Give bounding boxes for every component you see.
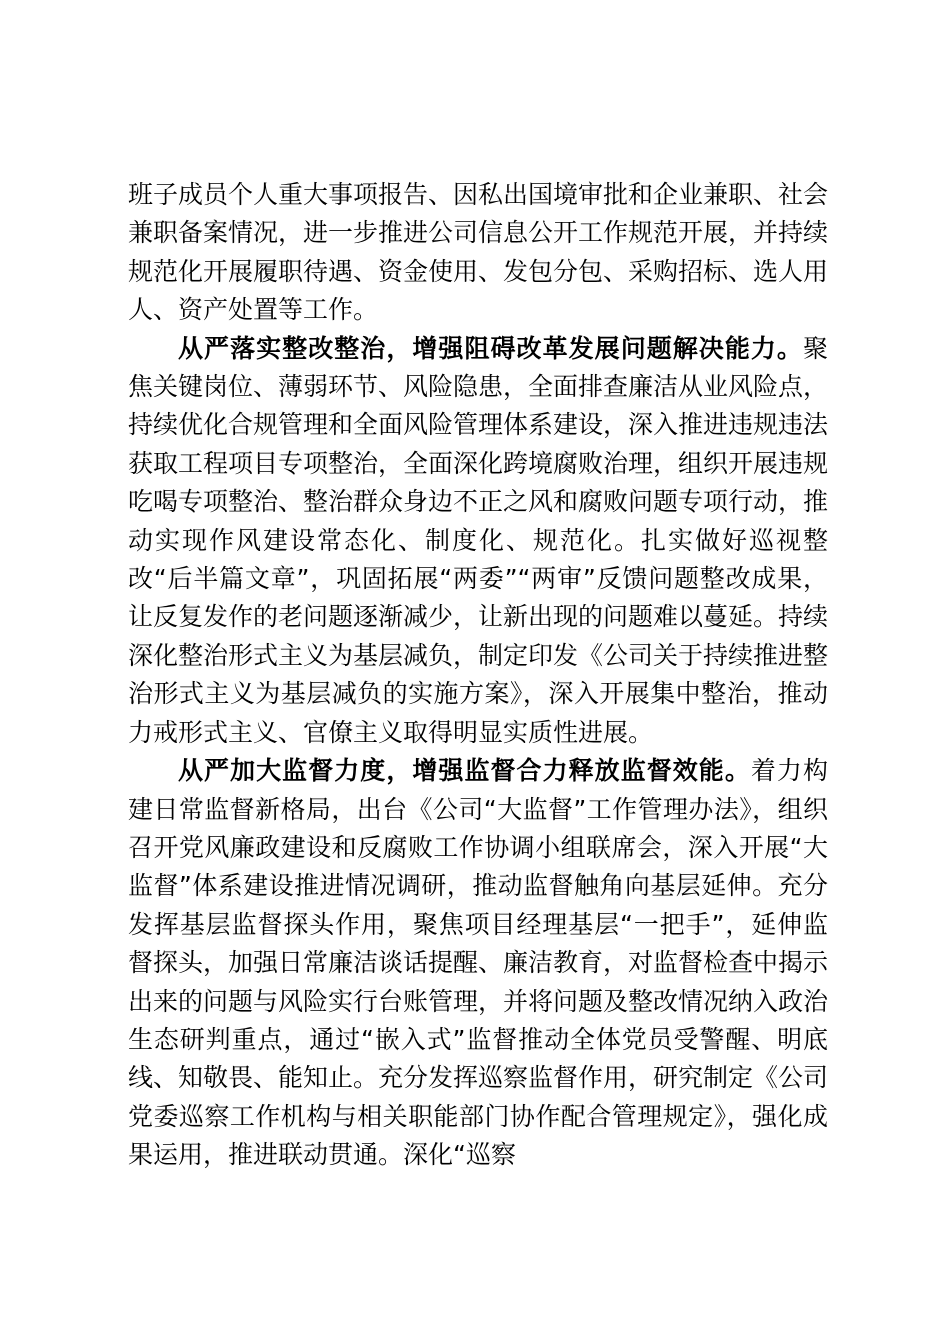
paragraph-1 [128, 176, 828, 330]
paragraph-3-text: 着力构建日常监督新格局，出台《公司“大监督”工作管理办法》，组织召开党风廉政建设和反腐败工作协调小组联席会，深入开展“大监督”体系建设推进情况调研，推动监督触角向基层延伸。充分发挥基层监督探头作用，聚焦项目经理基层“一把手”，延伸监督探头，加强日常廉洁谈话提醒、廉洁教育，对监督检查中揭示出来的问题与风险实行台账管理，并将问题及整改情况纳入政治生态研判重点，通过“嵌入式”监督推动全体党员受警醒、明底线、知敬畏、能知止。充分发挥巡察监督作用，研究制定《公司党委巡察工作机构与相关职能部门协作配合管理规定》，强化成果运用，推进联动贯通。深化“巡察 [128, 756, 829, 1170]
paragraph-2 [128, 330, 828, 752]
paragraph-1-text: 班子成员个人重大事项报告、因私出国境审批和企业兼职、社会兼职备案情况，进一步推进公司信息公开工作规范开展，并持续规范化开展履职待遇、资金使用、发包分包、采购招标、选人用人、资产处置等工作。 [128, 180, 829, 325]
paragraph-3 [128, 752, 828, 1174]
paragraph-2-heading: 从严落实整改整治，增强阻碍改革发展问题解决能力。 [178, 333, 803, 363]
paragraph-3-heading: 从严加大监督力度，增强监督合力释放监督效能。 [178, 756, 751, 786]
paragraph-2-text: 聚焦关键岗位、薄弱环节、风险隐患，全面排查廉洁从业风险点，持续优化合规管理和全面风险管理体系建设，深入推进违规违法获取工程项目专项整治，全面深化跨境腐败治理，组织开展违规吃喝专项整治、整治群众身边不正之风和腐败问题专项行动，推动实现作风建设常态化、制度化、规范化。扎实做好巡视整改“后半篇文章”，巩固拓展“两委”“两审”反馈问题整改成果，让反复发作的老问题逐渐减少，让新出现的问题难以蔓延。持续深化整治形式主义为基层减负，制定印发《公司关于持续推进整治形式主义为基层减负的实施方案》，深入开展集中整治，推动力戒形式主义、官僚主义取得明显实质性进展。 [128, 333, 829, 747]
document-body [128, 176, 828, 1175]
